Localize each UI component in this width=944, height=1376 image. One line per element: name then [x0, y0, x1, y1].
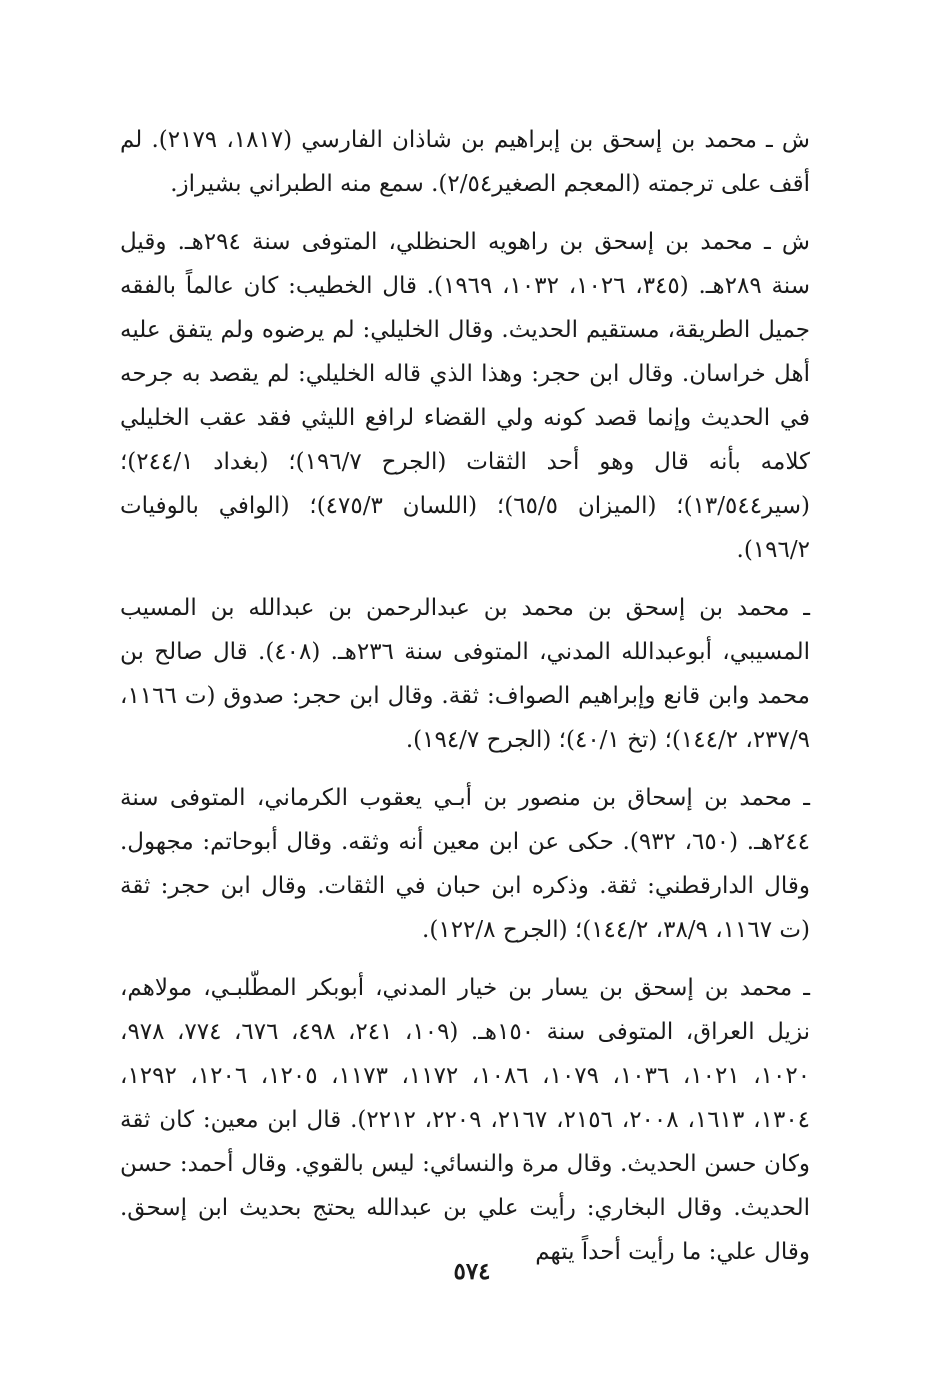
entry-ibn-rahawayh: ش ـ محمد بن إسحق بن راهويه الحنظلي، المتوفى سنة ٢٩٤هـ. وقيل سنة ٢٨٩هـ. (٣٤٥، ١٠٢٦، ١٠٣٢، ١٩٦٩). قال الخطيب: كان عالماً بالفقه جميل الطريقة، مستقيم الحديث. وقال الخليلي: لم يرضوه ولم يتفق عليه أهل خراسان. وقال ابن حجر: وهذا الذي قاله الخليلي: لم يقصد به جرحه في الحديث وإنما قصد كونه ولي القضاء لرافع الليثي فقد عقب الخليلي كلامه بأنه قال وهو أحد الثقات (الجرح ١٩٦/٧)؛ (بغداد ٢٤٤/١)؛ (سير١٣/٥٤٤)؛ (الميزان ٦٥/٥)؛ (اللسان ٤٧٥/٣)؛ (الوافي بالوفيات ١٩٦/٢).: [120, 229, 810, 563]
entry-al-kirmani: ـ محمد بن إسحاق بن منصور بن أبـي يعقوب الكرماني، المتوفى سنة ٢٤٤هـ. (٦٥٠، ٩٣٢). حكى عن ابن معين أنه وثقه. وقال أبوحاتم: مجهول. وقال الدارقطني: ثقة. وذكره ابن حبان في الثقات. وقال ابن حجر: ثقة (ت ١١٦٧، ٣٨/٩، ١٤٤/٢)؛ (الجرح ١٢٢/٨).: [120, 785, 811, 943]
entry-ibn-yasar: ـ محمد بن إسحق بن يسار بن خيار المدني، أبوبكر المطّلبـي، مولاهم، نزيل العراق، المتوفى سنة ١٥٠هـ. (١٠٩، ٢٤١، ٤٩٨، ٦٧٦، ٧٧٤، ٩٧٨، ١٠٢٠، ١٠٢١، ١٠٣٦، ١٠٧٩، ١٠٨٦، ١١٧٢، ١١٧٣، ١٢٠٥، ١٢٠٦، ١٢٩٢، ١٣٠٤، ١٦١٣، ٢٠٠٨، ٢١٥٦، ٢١٦٧، ٢٢٠٩، ٢٢١٢). قال ابن معين: كان ثقة وكان حسن الحديث. وقال مرة والنسائي: ليس بالقوي. وقال أحمد: حسن الحديث. وقال البخاري: رأيت علي بن عبدالله يحتج بحديث ابن إسحق. وقال علي: ما رأيت أحداً يتهم: [120, 975, 811, 1265]
page-body: [120, 118, 810, 1288]
entry-al-musayyibi: ـ محمد بن إسحق بن محمد بن عبدالرحمن بن عبدالله بن المسيب المسيبي، أبوعبدالله المدني، المتوفى سنة ٢٣٦هـ. (٤٠٨). قال صالح بن محمد وابن قانع وإبراهيم الصواف: ثقة. وقال ابن حجر: صدوق (ت ١١٦٦، ٢٣٧/٩، ١٤٤/٢)؛ (تخ ٤٠/١)؛ (الجرح ١٩٤/٧).: [120, 595, 810, 753]
entry-ibn-shadhan: ش ـ محمد بن إسحق بن إبراهيم بن شاذان الفارسي (١٨١٧، ٢١٧٩). لم أقف على ترجمته (المعجم الصغير٢/٥٤). سمع منه الطبراني بشيراز.: [120, 127, 810, 197]
page-number: ٥٧٤: [453, 1258, 491, 1285]
